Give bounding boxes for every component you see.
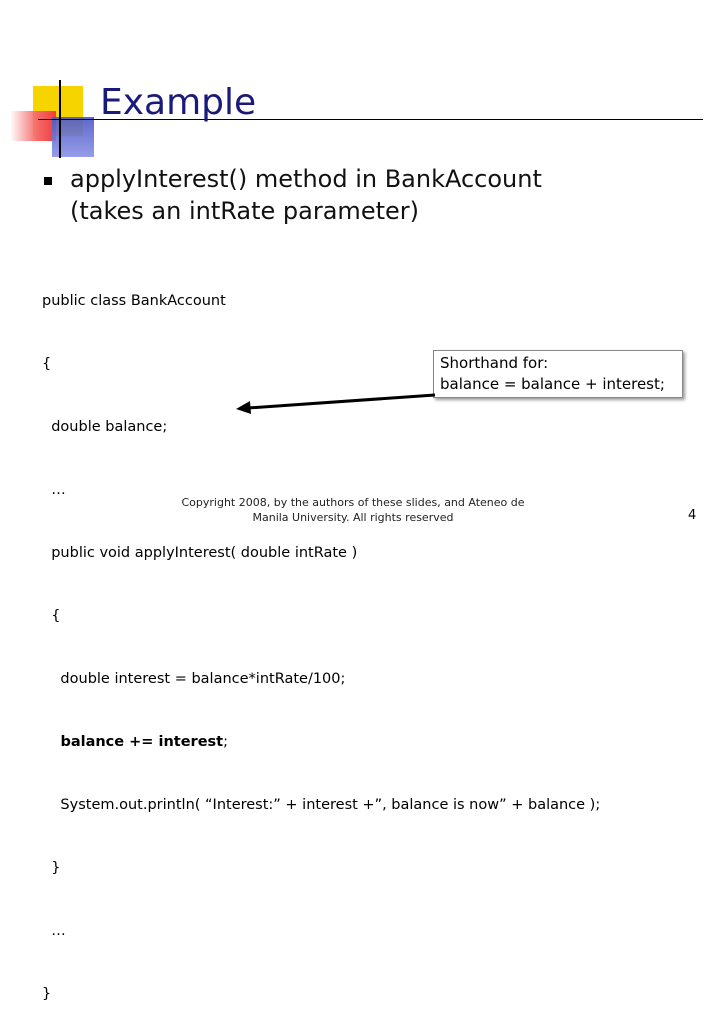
footer-line-2: Manila University. All rights reserved xyxy=(252,511,454,524)
callout-line-2: balance = balance + interest; xyxy=(440,375,665,393)
code-bold-statement: balance += interest xyxy=(60,734,224,750)
callout-arrow-icon xyxy=(230,390,440,420)
code-line: System.out.println( “Interest:” + interest +”, balance is now” + balance ); xyxy=(42,797,601,813)
bullet-square-icon xyxy=(44,177,52,185)
decor-red-block xyxy=(10,111,56,141)
code-line: … xyxy=(42,923,66,939)
copyright-footer xyxy=(168,495,538,525)
code-line: { xyxy=(42,608,61,624)
code-line: double balance; xyxy=(42,419,168,435)
bullet-line-1: applyInterest() method in BankAccount xyxy=(70,165,542,193)
slide-title: Example xyxy=(100,82,257,123)
code-line: public void applyInterest( double intRate ) xyxy=(42,545,358,561)
bullet-line-2: (takes an intRate parameter) xyxy=(70,197,419,225)
footer-line-1: Copyright 2008, by the authors of these slides, and Ateneo de xyxy=(181,496,525,509)
callout-line-1: Shorthand for: xyxy=(440,354,549,372)
code-line: } xyxy=(42,860,61,876)
page-number: 4 xyxy=(688,508,697,523)
code-semicolon: ; xyxy=(223,734,228,750)
bullet-text xyxy=(70,163,542,227)
shorthand-callout xyxy=(433,350,683,398)
code-line: { xyxy=(42,356,52,372)
code-line-highlight xyxy=(42,732,600,753)
code-line: } xyxy=(42,986,52,1002)
code-line: public class BankAccount xyxy=(42,293,226,309)
code-line: … xyxy=(42,482,66,498)
code-line: double interest = balance*intRate/100; xyxy=(42,671,346,687)
